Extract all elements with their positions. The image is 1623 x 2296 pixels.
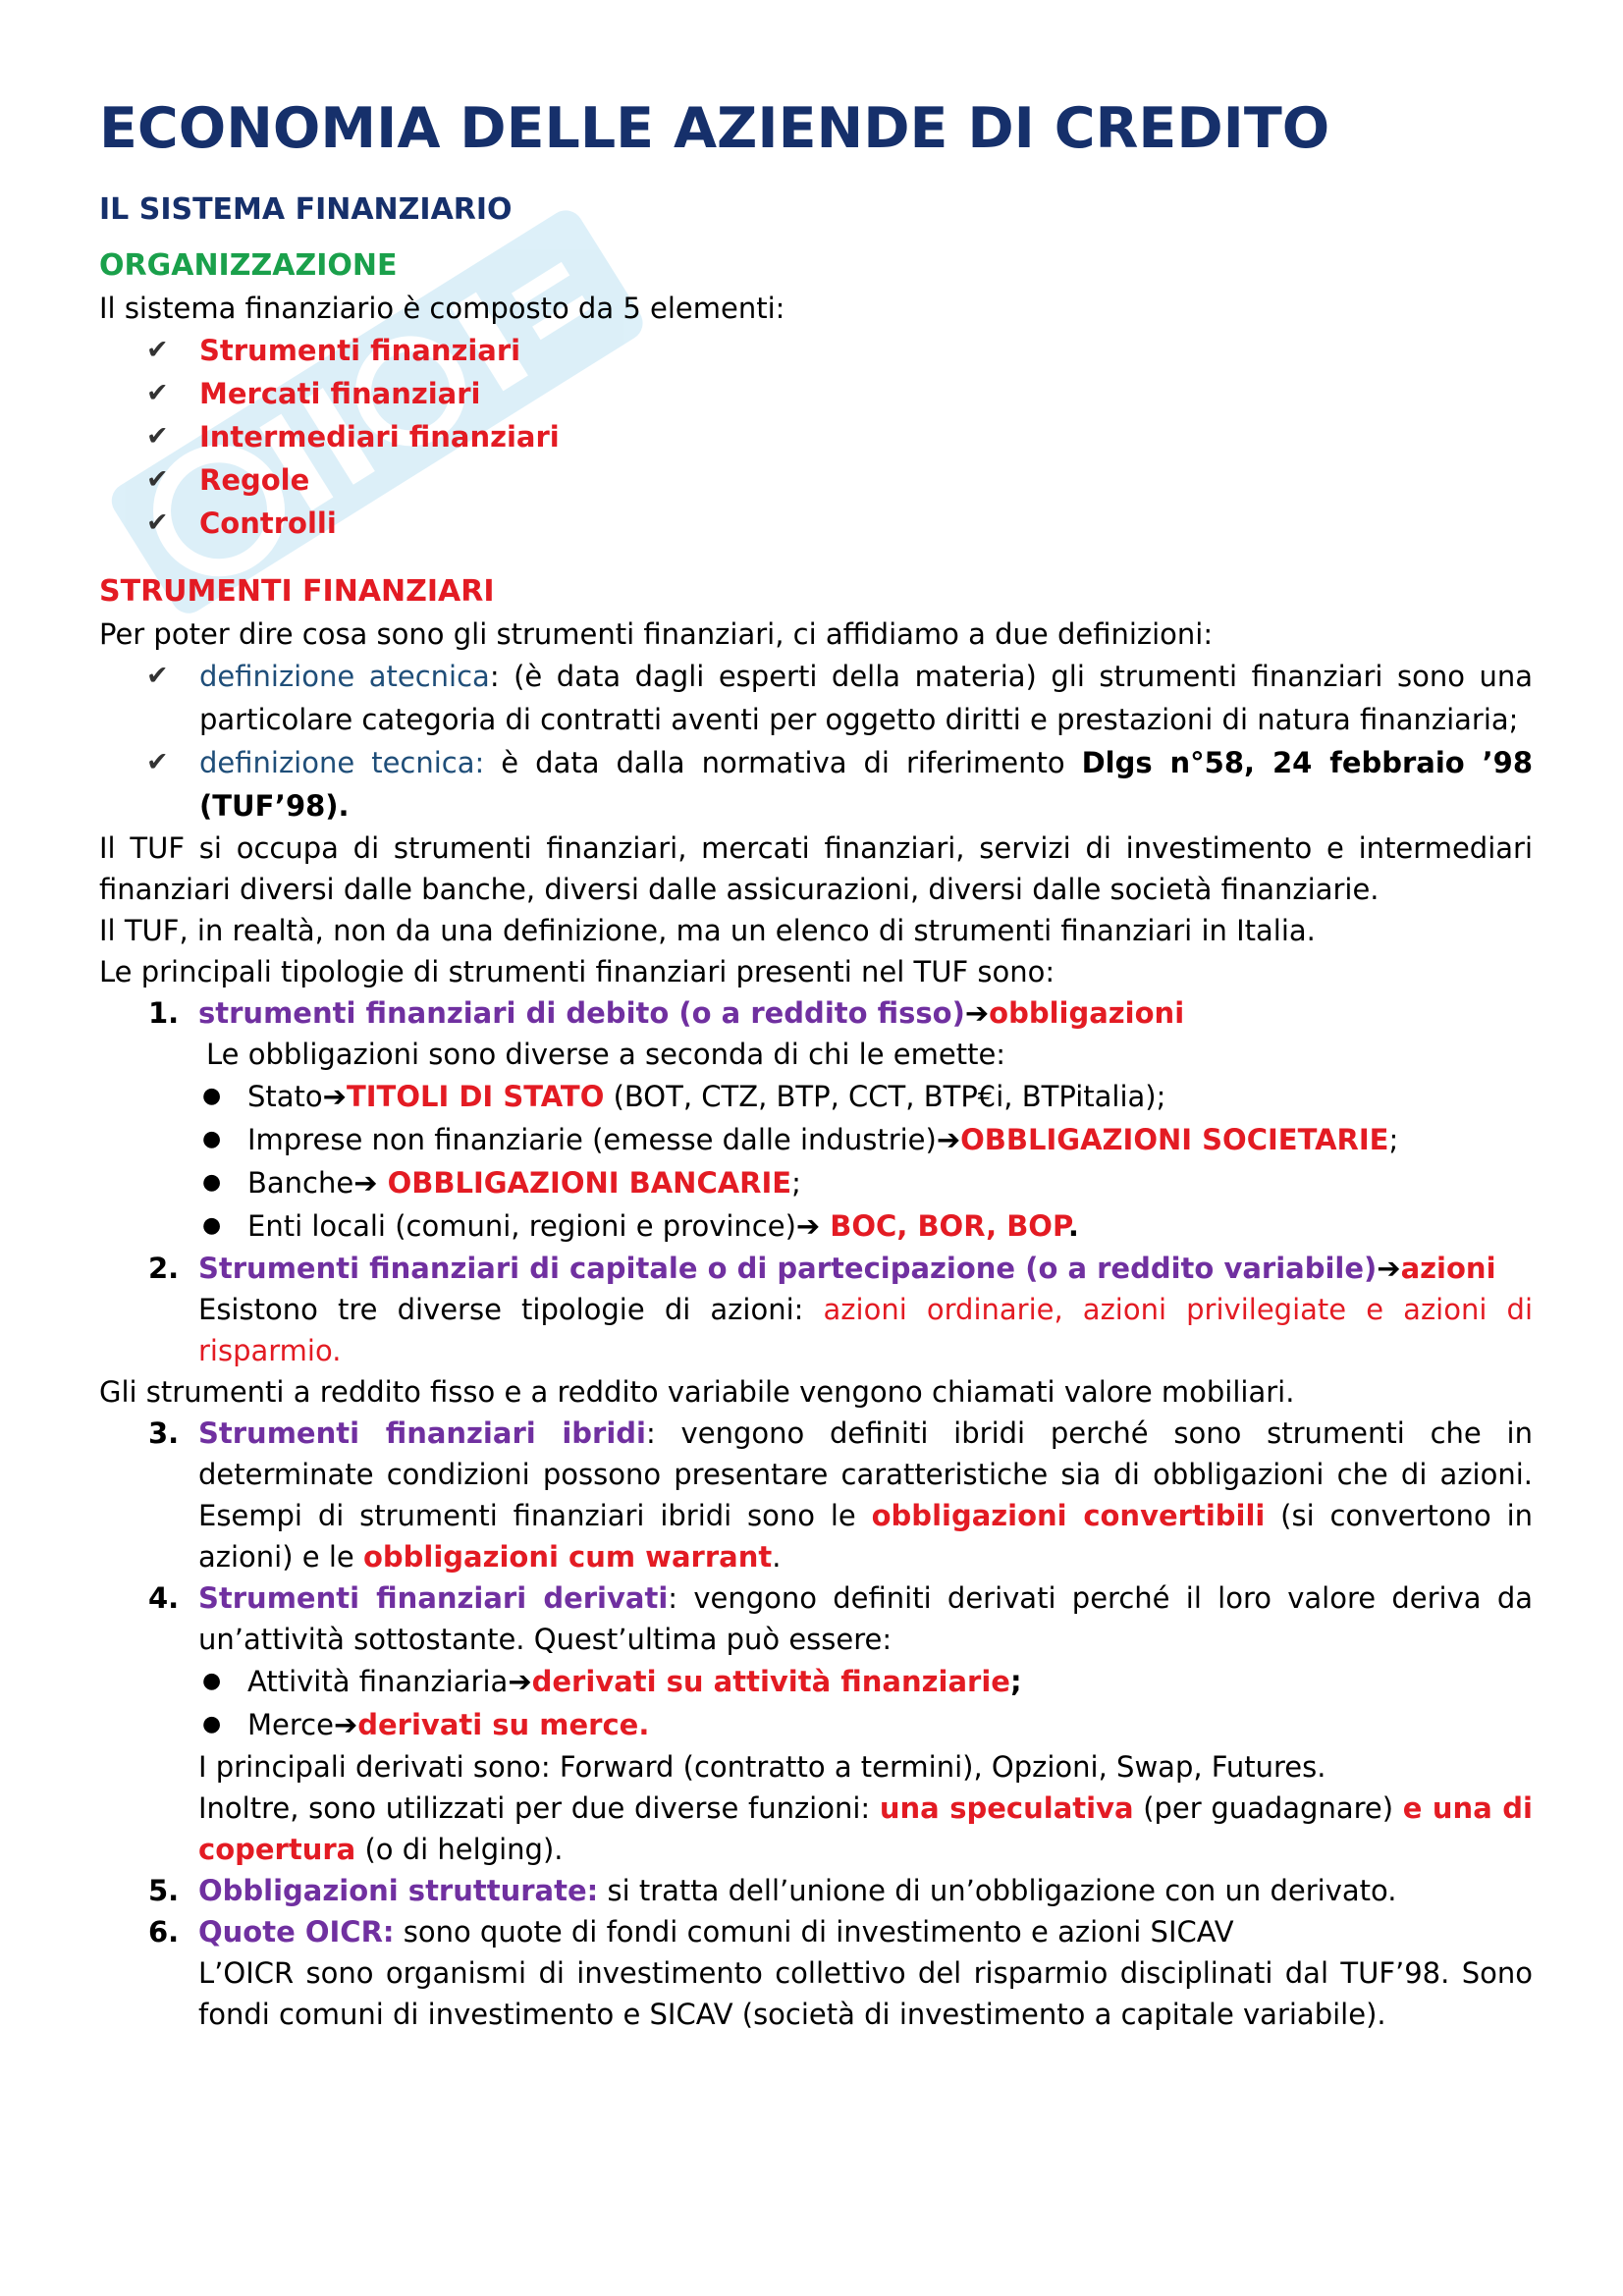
page-title: ECONOMIA DELLE AZIENDE DI CREDITO [99,96,1330,161]
definition-tecnica: ✔ definizione tecnica: è data dalla normativa di riferimento Dlgs n°58, 24 febbraio ’98 (TUF’98). [138,741,1533,828]
tipologie-list [99,992,1533,1371]
check-icon: ✔ [146,747,169,777]
emittenti-list [198,1075,1533,1248]
list-item-ibridi: 3. Strumenti finanziari ibridi: vengono definiti ibridi perché sono strumenti che in determinate condizioni possono presentare caratteristiche sia di obbligazioni che di azioni. Esempi di strumenti finanziari ibridi sono le obbligazioni convertibili (si convertono in azioni) e le obbligazioni cum warrant. [148,1416,1534,1574]
list-item: ✔ Controlli [138,502,1533,545]
list-item: ✔ Regole [138,458,1533,502]
oicr-description: L’OICR sono organismi di investimento collettivo del risparmio disciplinati dal TUF’98. Sono fondi comuni di investimento e SICAV (società di investimento a capitale variabile). [198,1956,1533,2031]
arrow-icon: ➔ [936,1123,961,1156]
definitions-list [99,655,1533,828]
list-item: ✔ Mercati finanziari [138,372,1533,415]
azioni-types: Esistono tre diverse tipologie di azioni: azioni ordinarie, azioni privilegiate e azioni di risparmio. [198,1293,1533,1367]
list-item: ● Imprese non finanziarie (emesse dalle industrie)➔OBBLIGAZIONI SOCIETARIE; [198,1118,1533,1161]
arrow-icon: ➔ [964,996,990,1030]
bullet-icon: ● [202,1084,222,1108]
valori-mobiliari-note: Gli strumenti a reddito fisso e a reddito variabile vengono chiamati valore mobiliari. [99,1375,1295,1409]
list-item-capitale: 2. Strumenti finanziari di capitale o di partecipazione (o a reddito variabile)➔azioni Esistono tre diverse tipologie di azioni: azioni ordinarie, azioni privilegiate e azioni di risparmio. [99,1248,1533,1371]
list-item: ● Enti locali (comuni, regioni e province)➔ BOC, BOR, BOP. [198,1204,1533,1248]
list-item-strutturate: 5. Obbligazioni strutturate: si tratta dell’unione di un’obbligazione con un derivato. [148,1874,1397,1907]
list-item: ✔ Strumenti finanziari [138,329,1533,372]
bullet-icon: ● [202,1213,222,1238]
definition-atecnica: ✔ definizione atecnica: (è data dagli esperti della materia) gli strumenti finanziari sono una particolare categoria di contratti aventi per oggetto diritti e prestazioni di natura finanziaria; [138,655,1533,741]
list-item: ● Merce➔derivati su merce. [198,1703,1533,1746]
organizzazione-intro: Il sistema finanziario è composto da 5 elementi: [99,292,785,325]
document-page [99,93,1533,2035]
list-item: ● Attività finanziaria➔derivati su attività finanziarie; [198,1660,1533,1703]
check-icon: ✔ [146,421,169,452]
arrow-icon: ➔ [795,1209,821,1243]
bullet-icon: ● [202,1170,222,1195]
check-icon: ✔ [146,335,169,365]
sub-intro: Le obbligazioni sono diverse a seconda di chi le emette: [206,1038,1006,1071]
list-item-oicr: 6. Quote OICR: sono quote di fondi comuni di investimento e azioni SICAV L’OICR sono organismi di investimento collettivo del risparmio disciplinati dal TUF’98. Sono fondi comuni di investimento e SICAV (società di investimento a capitale variabile). [99,1911,1533,2035]
check-icon: ✔ [146,507,169,538]
list-item-derivati: 4. Strumenti finanziari derivati: vengono definiti derivati perché il loro valore deriva da un’attività sottostante. Quest’ultima può essere: ● Attività finanziaria➔derivati su attività finanziarie; ● Merce➔derivati su merce. I principali derivati sono: Forward (contratto a termini), Opzioni, Swap, Futures. Inoltre, sono utilizzati per due diverse funzioni: una speculativa (per guadagnare) e una di copertura (o di helging). [99,1577,1533,1870]
elements-list [99,329,1533,545]
strumenti-heading: STRUMENTI FINANZIARI [99,574,495,609]
check-icon: ✔ [146,378,169,408]
arrow-icon: ➔ [322,1080,347,1113]
check-icon: ✔ [146,661,169,691]
organizzazione-heading: ORGANIZZAZIONE [99,248,398,283]
tipologie-list-cont [99,1413,1533,2035]
tuf-paragraph-1: Il TUF si occupa di strumenti finanziari, mercati finanziari, servizi di investimento e intermediari finanziari diversi dalle banche, diversi dalle assicurazioni, diversi dalle società finanziarie. [99,831,1533,906]
arrow-icon: ➔ [353,1166,378,1200]
bullet-icon: ● [202,1669,222,1693]
bullet-icon: ● [202,1712,222,1736]
section-heading: IL SISTEMA FINANZIARIO [99,192,513,227]
tuf-paragraph-2: Il TUF, in realtà, non da una definizione, ma un elenco di strumenti finanziari in Italia. [99,914,1316,947]
arrow-icon: ➔ [1377,1252,1401,1285]
derivati-funzioni: Inoltre, sono utilizzati per due diverse funzioni: una speculativa (per guadagnare) e una di copertura (o di helging). [198,1791,1533,1866]
arrow-icon: ➔ [508,1665,532,1698]
list-item: ● Stato➔TITOLI DI STATO (BOT, CTZ, BTP, CCT, BTP€i, BTPitalia); [198,1075,1533,1118]
bullet-icon: ● [202,1127,222,1151]
check-icon: ✔ [146,464,169,495]
arrow-icon: ➔ [333,1708,358,1741]
tuf-paragraph-3: Le principali tipologie di strumenti finanziari presenti nel TUF sono: [99,955,1055,988]
sottostante-list [198,1660,1533,1746]
strumenti-intro: Per poter dire cosa sono gli strumenti finanziari, ci affidiamo a due definizioni: [99,617,1214,651]
derivati-principali: I principali derivati sono: Forward (contratto a termini), Opzioni, Swap, Futures. [198,1750,1326,1784]
list-item: ✔ Intermediari finanziari [138,415,1533,458]
list-item-debito: 1. strumenti finanziari di debito (o a reddito fisso)➔obbligazioni Le obbligazioni sono diverse a seconda di chi le emette: ● Stato➔TITOLI DI STATO (BOT, CTZ, BTP, CCT, BTP€i, BTPitalia); ● Imprese non finanziarie (emesse dalle industrie)➔OBBLIGAZIONI SOCIETARIE; ● Banche➔ OBBLIGAZIONI BANCARIE; ● Enti locali (comuni, regioni e province)➔ BOC, BOR, BOP. [99,992,1533,1248]
list-item: ● Banche➔ OBBLIGAZIONI BANCARIE; [198,1161,1533,1204]
